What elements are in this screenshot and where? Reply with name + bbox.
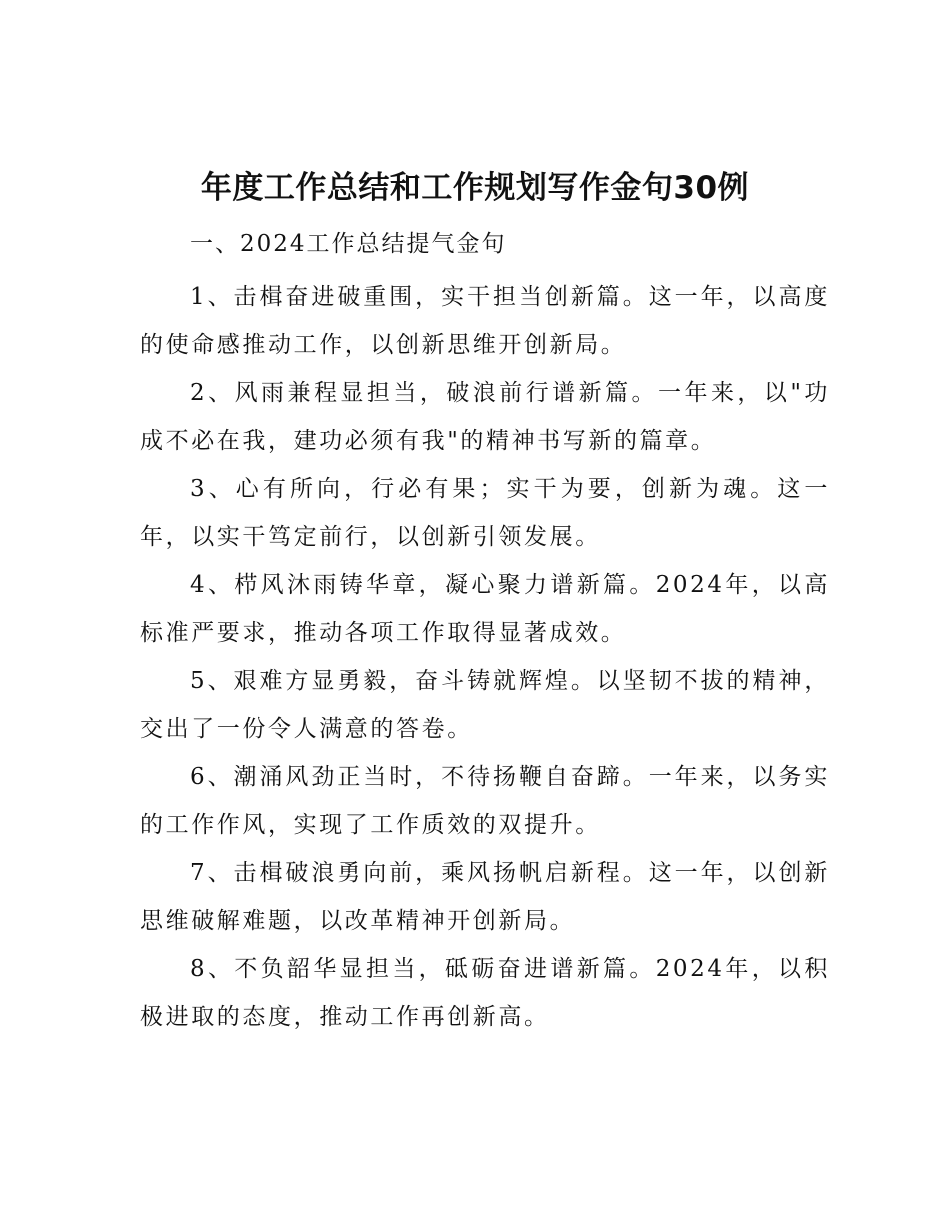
list-item: 1、击楫奋进破重围，实干担当创新篇。这一年，以高度的使命感推动工作，以创新思维开创新局。	[140, 284, 830, 358]
list-item: 7、击楫破浪勇向前，乘风扬帆启新程。这一年，以创新思维破解难题，以改革精神开创新局。	[140, 860, 830, 934]
list-item: 6、潮涌风劲正当时，不待扬鞭自奋蹄。一年来，以务实的工作作风，实现了工作质效的双提升。	[140, 764, 830, 838]
list-item: 3、心有所向，行必有果；实干为要，创新为魂。这一年，以实干笃定前行，以创新引领发展。	[140, 476, 830, 550]
list-item: 4、栉风沐雨铸华章，凝心聚力谱新篇。2024年，以高标准严要求，推动各项工作取得显著成效。	[140, 572, 830, 646]
section-heading: 一、2024工作总结提气金句	[190, 231, 507, 257]
list-item: 8、不负韶华显担当，砥砺奋进谱新篇。2024年，以积极进取的态度，推动工作再创新高。	[140, 956, 830, 1030]
document-title: 年度工作总结和工作规划写作金句30例	[200, 170, 750, 206]
list-item: 2、风雨兼程显担当，破浪前行谱新篇。一年来，以"功成不必在我，建功必须有我"的精神书写新的篇章。	[140, 380, 830, 454]
list-item: 5、艰难方显勇毅，奋斗铸就辉煌。以坚韧不拔的精神，交出了一份令人满意的答卷。	[140, 668, 830, 742]
